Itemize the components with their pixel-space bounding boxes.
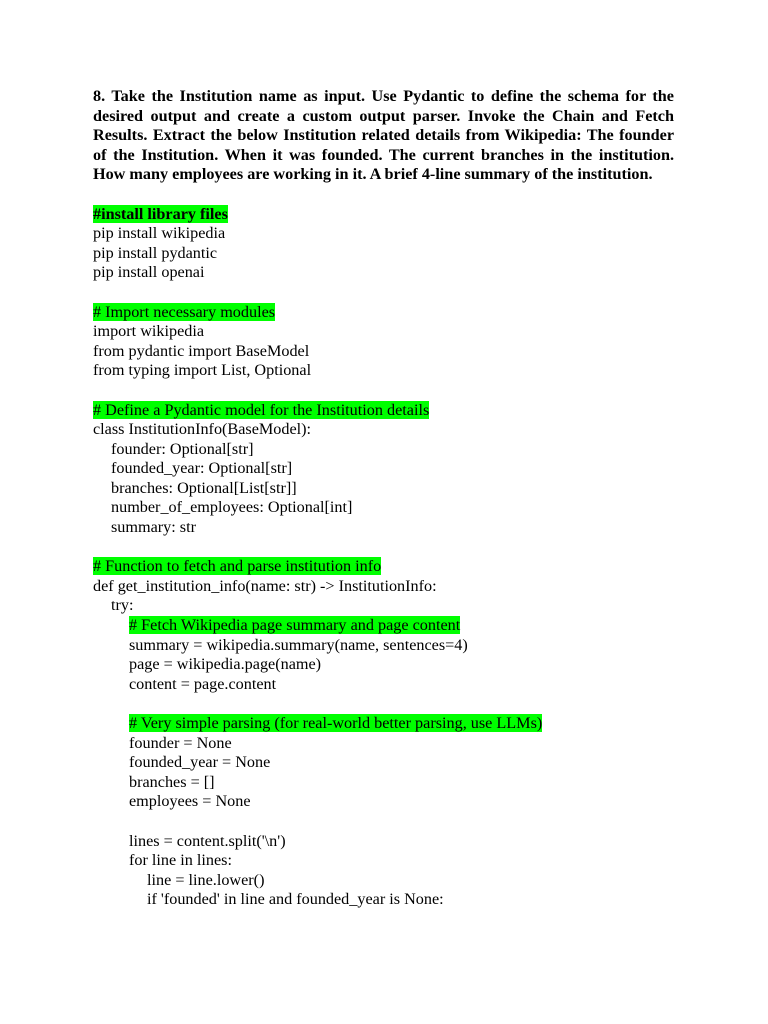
code-line: page = wikipedia.page(name) [129, 655, 322, 674]
code-line: employees = None [129, 792, 251, 811]
code-line: from typing import List, Optional [93, 361, 312, 380]
blank-line [93, 812, 674, 832]
code-line: branches = [] [129, 772, 215, 791]
try-line: try: [111, 596, 134, 615]
imports-section [93, 303, 674, 381]
code-line: for line in lines: [129, 851, 232, 870]
code-line: import wikipedia [93, 322, 205, 341]
question-heading: 8. Take the Institution name as input. Use Pydantic to define the schema for the desired output and create a custom output parser. Invoke the Chain and Fetch Results. Extract the below Institution related details from Wikipedia: The founder of the Institution. When it was founded. The current branches in the institution. How many employees are working in it. A brief 4-line summary of the institution. [93, 87, 674, 184]
model-section [93, 401, 674, 538]
function-section [93, 557, 674, 910]
code-line: founder = None [129, 733, 232, 752]
install-section [93, 205, 674, 283]
field-line: founded_year: Optional[str] [111, 459, 293, 478]
field-line: summary: str [111, 518, 196, 537]
fetch-comment: # Fetch Wikipedia page summary and page content [129, 616, 461, 635]
parse-comment: # Very simple parsing (for real-world better parsing, use LLMs) [129, 714, 543, 732]
code-line: founded_year = None [129, 753, 271, 772]
model-comment: # Define a Pydantic model for the Institution details [93, 400, 430, 419]
blank-line [93, 694, 674, 714]
def-line: def get_institution_info(name: str) -> InstitutionInfo: [93, 576, 437, 595]
field-line: branches: Optional[List[str]] [111, 478, 297, 497]
code-line: line = line.lower() [147, 870, 265, 889]
code-line: content = page.content [129, 674, 277, 693]
imports-comment: # Import necessary modules [93, 302, 276, 321]
code-line: lines = content.split('\n') [129, 831, 286, 850]
code-line: from pydantic import BaseModel [93, 341, 310, 360]
class-line: class InstitutionInfo(BaseModel): [93, 420, 312, 439]
code-line: pip install openai [93, 263, 205, 282]
field-line: founder: Optional[str] [111, 439, 254, 458]
code-line: pip install pydantic [93, 243, 218, 262]
code-line: if 'founded' in line and founded_year is None: [147, 890, 444, 909]
code-line: pip install wikipedia [93, 224, 226, 243]
function-comment: # Function to fetch and parse institution info [93, 557, 382, 576]
code-line: summary = wikipedia.summary(name, sentences=4) [129, 635, 468, 654]
install-comment: #install library files [93, 204, 228, 223]
document-page [93, 87, 674, 910]
field-line: number_of_employees: Optional[int] [111, 498, 353, 517]
